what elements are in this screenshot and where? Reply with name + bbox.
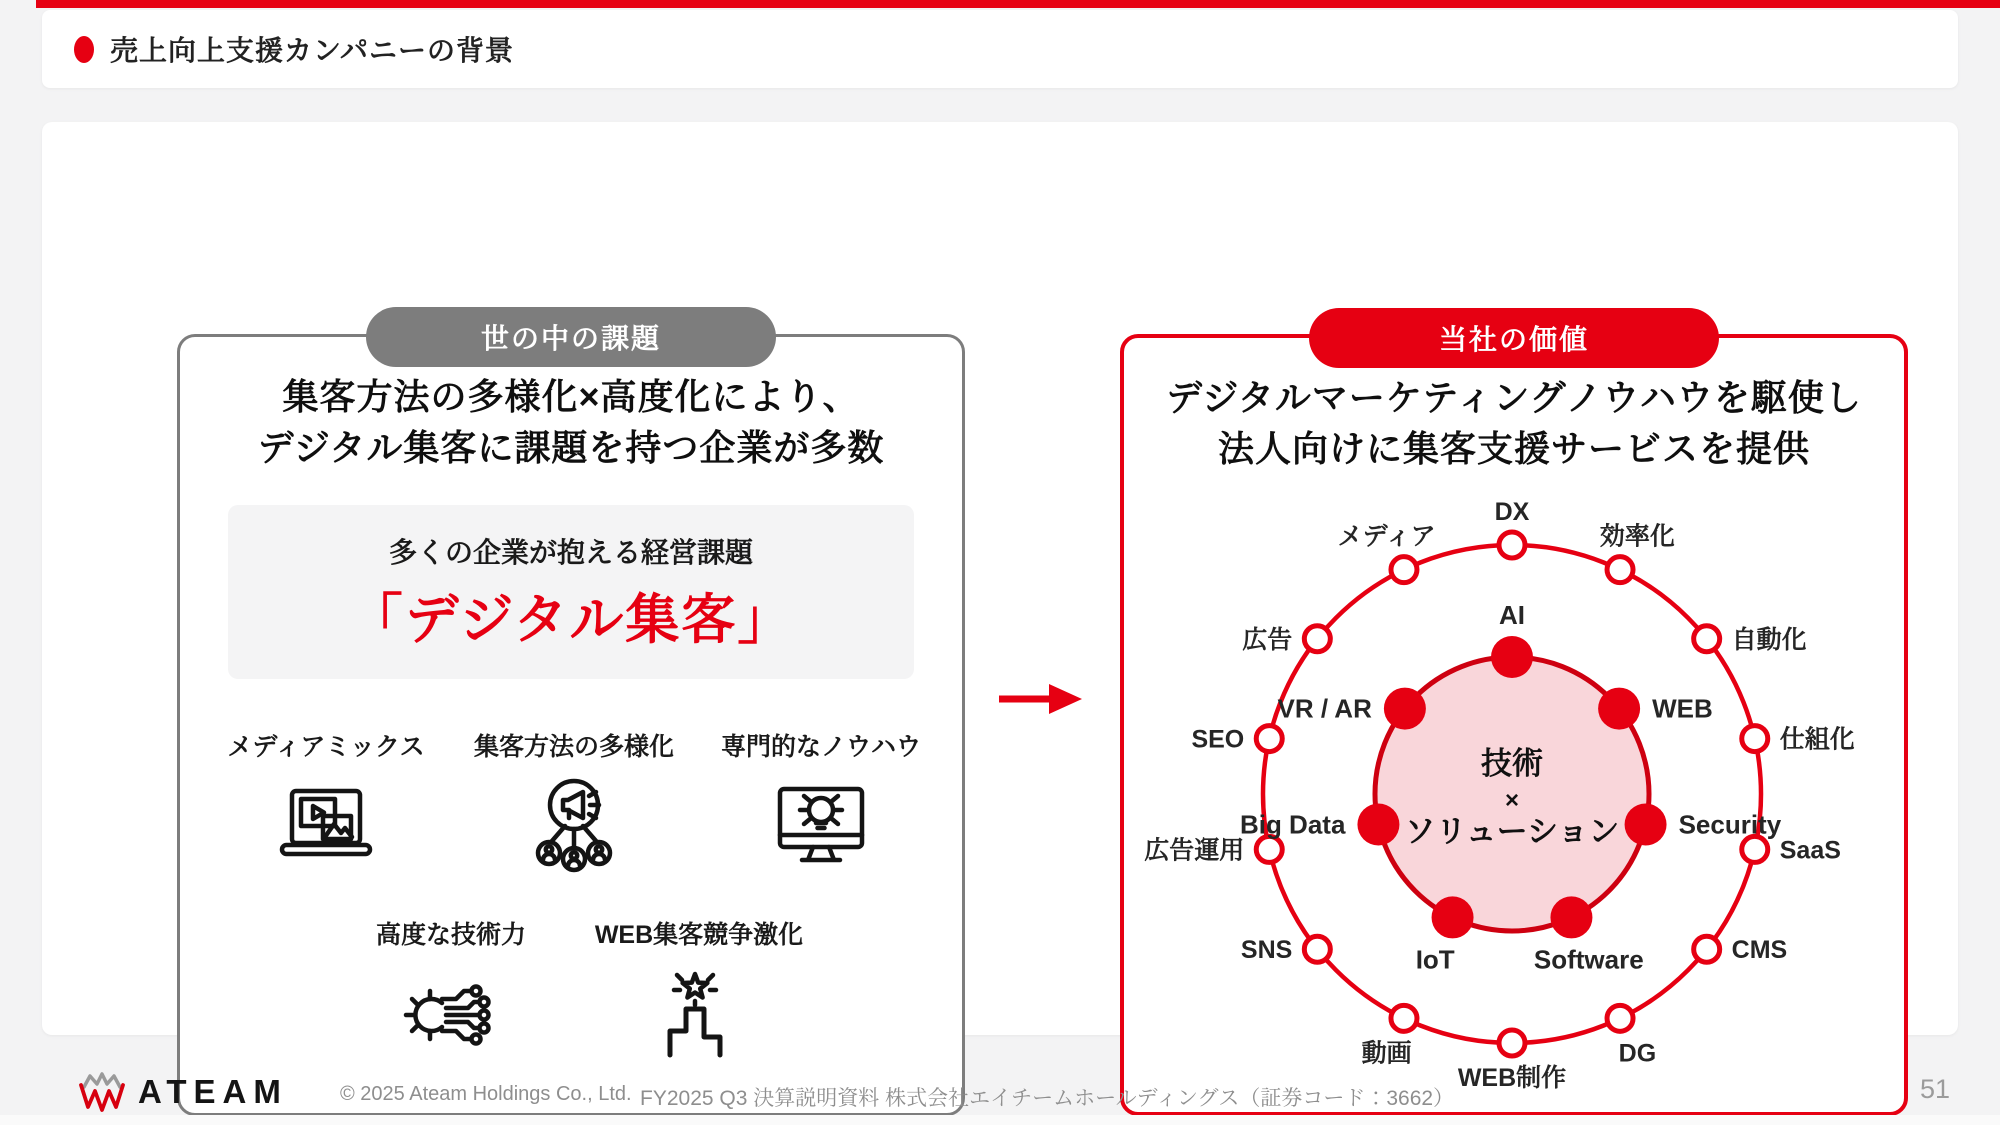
problem-item <box>206 727 446 880</box>
inner-node-icon <box>1357 803 1399 845</box>
highlight-subtitle: 多くの企業が抱える経営課題 <box>388 537 753 568</box>
outer-node-icon <box>1742 726 1768 752</box>
diagram-label: 広告 <box>1242 625 1293 654</box>
problem-panel <box>177 323 965 1116</box>
copyright-text: © 2025 Ateam Holdings Co., Ltd. <box>340 1083 632 1105</box>
problem-item <box>331 915 571 1068</box>
outer-node-icon <box>1256 726 1282 752</box>
problem-heading <box>180 371 962 473</box>
diagram-label: メディア <box>1337 522 1436 551</box>
problem-item-label: 集客方法の多様化 <box>473 733 674 761</box>
outer-node-icon <box>1607 1005 1633 1031</box>
slide-title: 売上向上支援カンパニーの背景 <box>110 35 515 66</box>
diagram-label: 広告運用 <box>1144 836 1245 865</box>
outer-node-icon <box>1304 626 1330 652</box>
problem-heading-line-1: 集客方法の多様化×高度化により、 <box>282 376 860 417</box>
diagram-label: Security <box>1678 809 1782 840</box>
problem-heading-line-2: デジタル集客に課題を持つ企業が多数 <box>257 427 885 469</box>
arrow-right-icon <box>994 678 1084 720</box>
diagram-center-text: × <box>1504 787 1520 814</box>
outer-node-icon <box>1256 836 1282 862</box>
inner-node-icon <box>1598 688 1640 730</box>
diagram-label: 自動化 <box>1731 625 1807 654</box>
star-bar-chart-icon <box>644 963 754 1063</box>
outer-node-icon <box>1607 557 1633 583</box>
outer-node-icon <box>1499 1030 1525 1056</box>
inner-node-icon <box>1625 803 1667 845</box>
diagram-label: WEB <box>1652 693 1713 724</box>
laptop-media-icon <box>271 775 381 875</box>
outer-node-icon <box>1694 626 1720 652</box>
value-panel <box>1120 324 1908 1116</box>
outer-node-icon <box>1304 936 1330 962</box>
outer-node-icon <box>1499 532 1525 558</box>
outer-node-icon <box>1694 936 1720 962</box>
diagram-label: DX <box>1494 498 1530 526</box>
gear-circuit-icon <box>396 963 506 1063</box>
problem-item-label: WEB集客競争激化 <box>594 921 804 949</box>
diagram-label: Big Data <box>1239 809 1346 840</box>
diagram-label: AI <box>1499 600 1525 630</box>
diagram-label: SNS <box>1240 936 1293 965</box>
inner-node-icon <box>1432 896 1474 938</box>
inner-node-icon <box>1384 688 1426 730</box>
diagram-center-text: 技術 <box>1481 746 1543 781</box>
monitor-idea-icon <box>766 775 876 875</box>
highlight-title: 「デジタル集客」 <box>348 590 794 650</box>
problem-badge: 世の中の課題 <box>366 307 776 367</box>
diagram-label: IoT <box>1415 944 1455 975</box>
ateam-logo-icon <box>76 1070 128 1114</box>
problem-item-label: 専門的なノウハウ <box>720 733 921 761</box>
inner-node-icon <box>1491 636 1533 678</box>
value-diagram-svg <box>1124 338 1904 1112</box>
value-badge: 当社の価値 <box>1309 308 1719 368</box>
diagram-label: 効率化 <box>1599 522 1675 551</box>
problem-item-label: 高度な技術力 <box>375 921 526 949</box>
diagram-center-text: ソリューション <box>1404 814 1620 849</box>
diagram-label: DG <box>1618 1039 1657 1068</box>
inner-node-icon <box>1550 896 1592 938</box>
ateam-logo-text: ATEAM <box>138 1073 288 1110</box>
diagram-label: CMS <box>1731 936 1788 965</box>
highlight-box <box>228 505 914 679</box>
footer-logo <box>76 1070 288 1114</box>
diagram-label: 仕組化 <box>1779 725 1855 754</box>
outer-node-icon <box>1391 1005 1417 1031</box>
value-heading-line-2: 法人向けに集客支援サービスを提供 <box>1217 428 1810 470</box>
value-heading-line-1: デジタルマーケティングノウハウを駆使し <box>1166 377 1862 418</box>
problem-item <box>579 915 819 1068</box>
problem-item-label: メディアミックス <box>227 733 425 761</box>
diagram-label: Software <box>1533 944 1644 975</box>
top-accent-bar <box>36 0 2000 8</box>
title-bullet-icon <box>74 36 94 63</box>
diagram-label: SaaS <box>1779 836 1841 865</box>
diagram-label: SEO <box>1191 725 1245 754</box>
page-number: 51 <box>1919 1074 1950 1104</box>
header-card <box>42 10 1958 88</box>
outer-node-icon <box>1391 557 1417 583</box>
diagram-label: 動画 <box>1361 1039 1412 1068</box>
problem-item <box>454 727 694 880</box>
bottom-strip <box>0 1115 2000 1125</box>
document-info-text: FY2025 Q3 決算説明資料 株式会社エイチームホールディングス（証券コード：3662） <box>640 1087 1455 1110</box>
problem-item <box>701 727 941 880</box>
diagram-label: VR / AR <box>1277 693 1372 724</box>
outer-node-icon <box>1742 836 1768 862</box>
diagram-label: WEB制作 <box>1457 1064 1567 1092</box>
megaphone-network-icon <box>519 775 629 875</box>
